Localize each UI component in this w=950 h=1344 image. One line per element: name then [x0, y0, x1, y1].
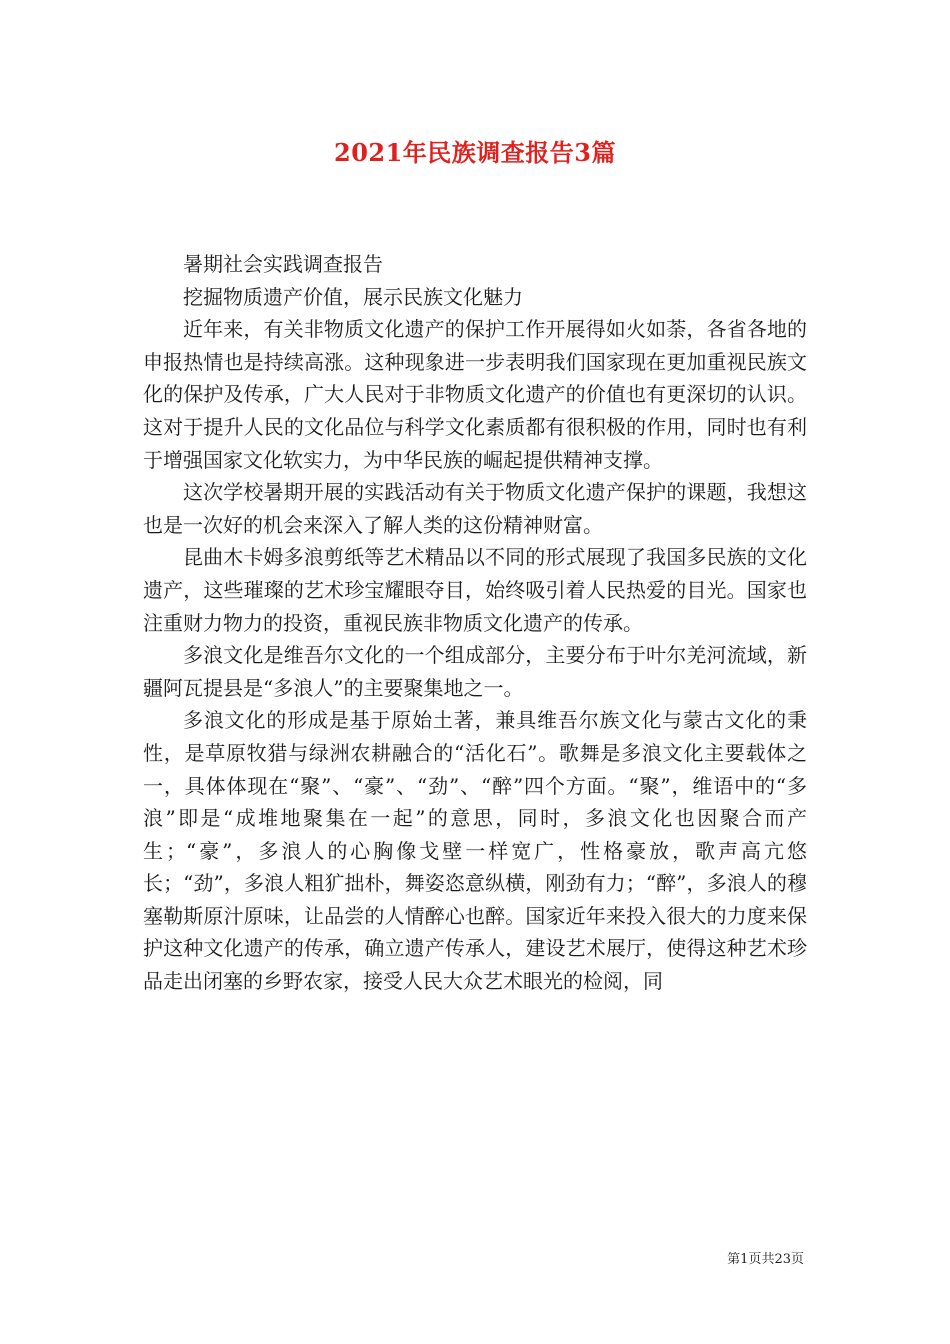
document-body — [143, 248, 807, 998]
document-title: 2021年民族调查报告3篇 — [334, 138, 616, 167]
paragraph: 暑期社会实践调查报告 — [183, 252, 383, 276]
paragraph: 挖掘物质遗产价值，展示民族文化魅力 — [183, 284, 523, 309]
paragraph: 近年来，有关非物质文化遗产的保护工作开展得如火如荼，各省各地的申报热情也是持续高涨。这种现象进一步表明我们国家现在更加重视民族文化的保护及传承，广大人民对于非物质文化遗产的价值也有更深切的认识。这对于提升人民的文化品位与科学文化素质都有很积极的作用，同时也有利于增强国家文化软实力，为中华民族的崛起提供精神支撑。 — [143, 317, 807, 472]
paragraph: 多浪文化是维吾尔文化的一个组成部分，主要分布于叶尔羌河流域，新疆阿瓦提县是“多浪人”的主要聚集地之一。 — [143, 643, 807, 700]
paragraph: 多浪文化的形成是基于原始土著，兼具维吾尔族文化与蒙古文化的秉性，是草原牧猎与绿洲农耕融合的“活化石”。歌舞是多浪文化主要载体之一，具体体现在“聚”、“豪”、“劲”、“醉”四个方面。“聚”，维语中的“多浪”即是“成堆地聚集在一起”的意思，同时，多浪文化也因聚合而产生；“豪”，多浪人的心胸像戈壁一样宽广，性格豪放，歌声高亢悠长；“劲”，多浪人粗犷拙朴，舞姿恣意纵横，刚劲有力；“醉”，多浪人的穆塞勒斯原汁原味，让品尝的人情醉心也醉。国家近年来投入很大的力度来保护这种文化遗产的传承，确立遗产传承人，建设艺术展厅，使得这种艺术珍品走出闭塞的乡野农家，接受人民大众艺术眼光的检阅，同 — [143, 708, 807, 994]
paragraph: 昆曲木卡姆多浪剪纸等艺术精品以不同的形式展现了我国多民族的文化遗产，这些璀璨的艺术珍宝耀眼夺目，始终吸引着人民热爱的目光。国家也注重财力物力的投资，重视民族非物质文化遗产的传承。 — [143, 545, 807, 635]
paragraph: 这次学校暑期开展的实践活动有关于物质文化遗产保护的课题，我想这也是一次好的机会来深入了解人类的这份精神财富。 — [143, 480, 807, 537]
page-number: 第1页共23页 — [727, 1252, 804, 1267]
